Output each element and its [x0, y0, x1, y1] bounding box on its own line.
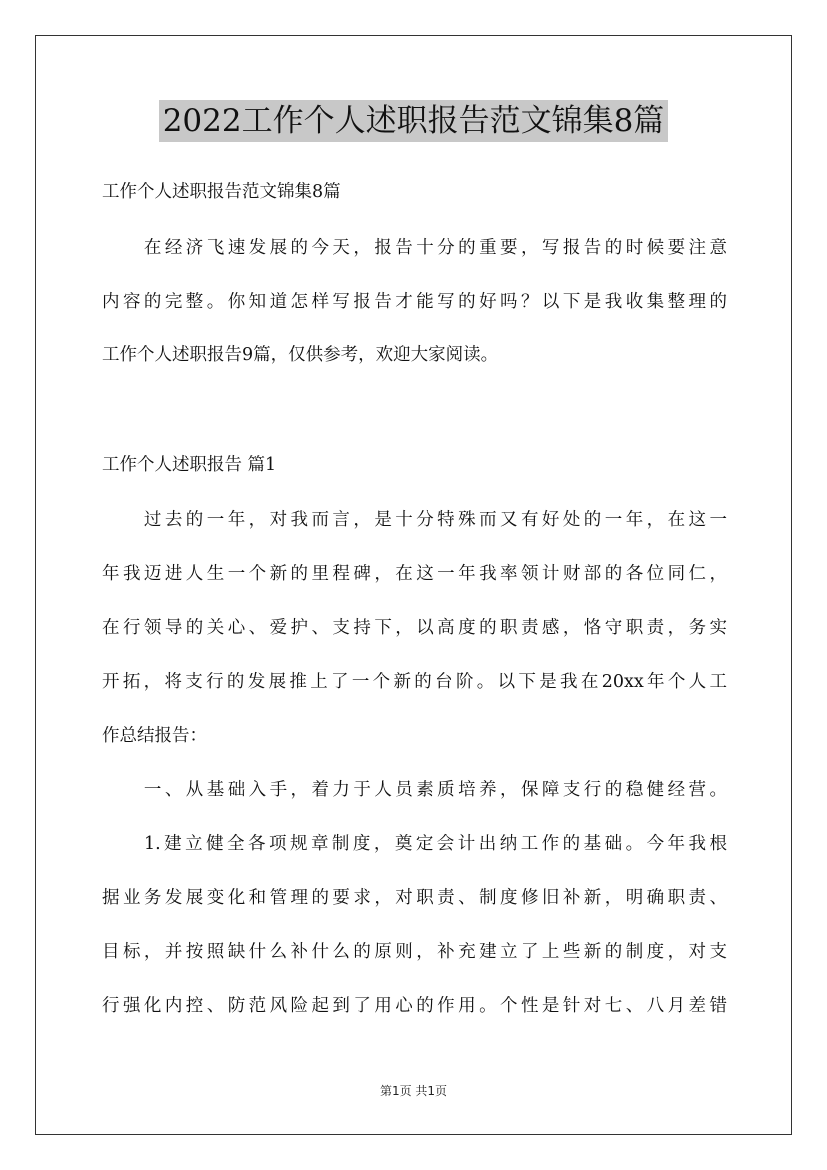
paragraph-line: 在经济飞速发展的今天，报告十分的重要，写报告的时候要注意	[102, 238, 727, 258]
subtitle-line: 工作个人述职报告范文锦集8篇	[102, 182, 341, 202]
title-wrap	[0, 100, 827, 142]
paragraph-line: 过去的一年，对我而言，是十分特殊而又有好处的一年，在这一	[102, 510, 727, 530]
paragraph-line: 工作个人述职报告9篇，仅供参考，欢迎大家阅读。	[102, 345, 499, 365]
paragraph-line: 开拓，将支行的发展推上了一个新的台阶。以下是我在20xx年个人工	[102, 672, 727, 692]
paragraph-line: 在行领导的关心、爱护、支持下，以高度的职责感，恪守职责，务实	[102, 618, 727, 638]
paragraph-line: 年我迈进人生一个新的里程碑，在这一年我率领计财部的各位同仁，	[102, 564, 727, 584]
paragraph-line: 目标，并按照缺什么补什么的原则，补充建立了上些新的制度，对支	[102, 942, 727, 962]
document-title: 2022工作个人述职报告范文锦集8篇	[159, 100, 669, 142]
section-heading: 工作个人述职报告 篇1	[102, 455, 277, 475]
paragraph-line: 行强化内控、防范风险起到了用心的作用。个性是针对七、八月差错	[102, 996, 727, 1016]
paragraph-line: 1.建立健全各项规章制度，奠定会计出纳工作的基础。今年我根	[102, 834, 727, 854]
paragraph-line: 内容的完整。你知道怎样写报告才能写的好吗？以下是我收集整理的	[102, 292, 727, 312]
paragraph-line: 据业务发展变化和管理的要求，对职责、制度修旧补新，明确职责、	[102, 888, 727, 908]
paragraph-line: 作总结报告：	[102, 726, 207, 746]
page-footer: 第1页 共1页	[379, 1084, 448, 1098]
paragraph-line: 一、从基础入手，着力于人员素质培养，保障支行的稳健经营。	[102, 780, 727, 800]
